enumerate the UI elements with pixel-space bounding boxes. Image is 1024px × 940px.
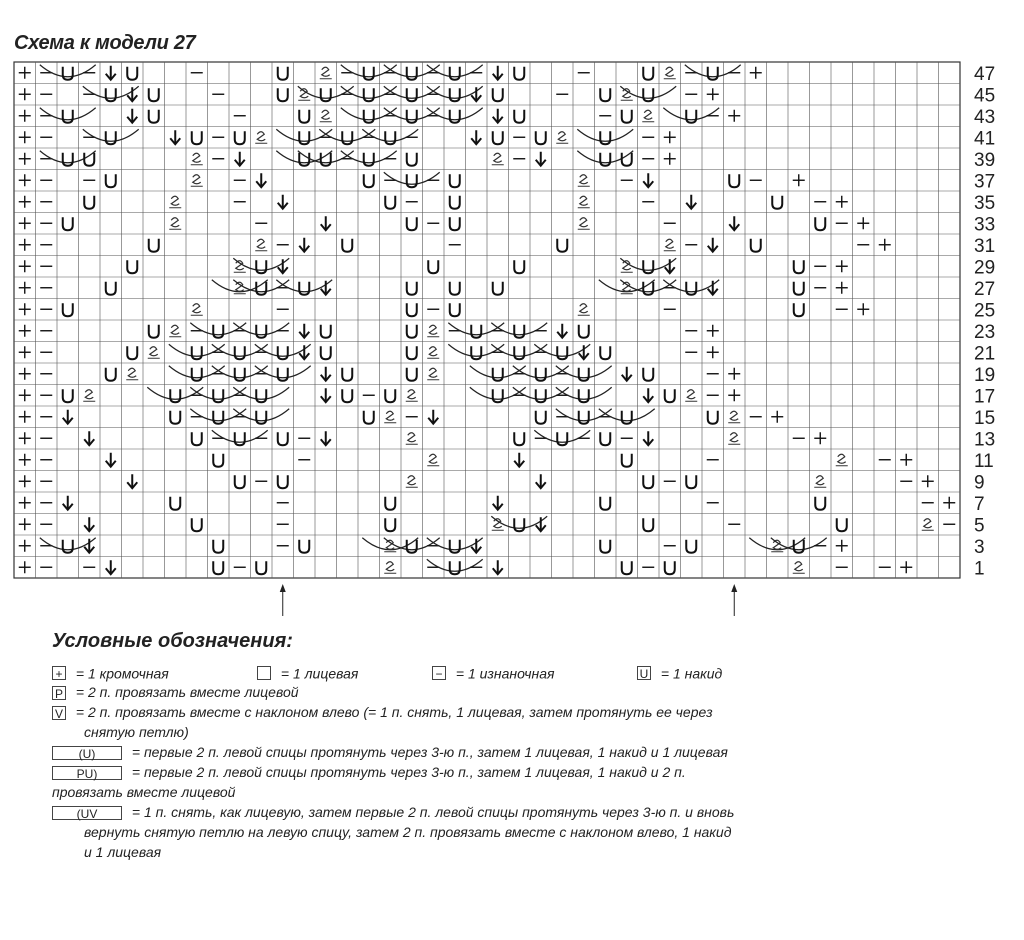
yarnover-symbol: U [637, 666, 651, 680]
repeat-arrowhead [731, 584, 737, 592]
legend-row-ssk [52, 702, 952, 722]
row-number: 37 [974, 171, 996, 193]
row-number: 35 [974, 192, 996, 214]
edge-stitch-symbol: + [52, 666, 66, 680]
row-number: 47 [974, 63, 996, 85]
legend-line-text: = 2 п. провязать вместе лицевой [75, 684, 299, 700]
row-number: 27 [974, 278, 996, 300]
legend-item-text: = 1 накид [660, 665, 723, 682]
legend [52, 662, 952, 862]
row-number: 5 [974, 515, 985, 537]
legend-title: Условные обозначения: [52, 630, 293, 652]
k2tog-symbol: P [52, 686, 66, 700]
legend-item-purl [432, 662, 555, 683]
row-number: 39 [974, 149, 996, 171]
legend-row-cross-a [52, 742, 952, 762]
legend-line-text: = 2 п. провязать вместе с наклоном влево (= 1 п. снять, 1 лицевая, затем протянуть ее через [75, 704, 713, 720]
row-number: 21 [974, 343, 996, 365]
row-number: 29 [974, 257, 996, 279]
row-number: 23 [974, 321, 996, 343]
legend-row-cross-b [52, 762, 952, 782]
legend-row-cross-c [52, 802, 952, 822]
row-number: 41 [974, 128, 996, 150]
row-number: 1 [974, 558, 985, 580]
legend-line-text: = 1 п. снять, как лицевую, затем первые 2 п. левой спицы протянуть через 3-ю п. и вновь [131, 804, 735, 820]
legend-item-knit [257, 662, 358, 683]
row-number: 11 [974, 450, 994, 472]
cross-c-symbol: (UV [52, 806, 122, 820]
legend-item-yarnover [637, 662, 722, 683]
cross-a-symbol: (U) [52, 746, 122, 760]
legend-row-basic [52, 662, 952, 682]
chart-title: Схема к модели 27 [14, 32, 196, 54]
row-number: 33 [974, 214, 996, 236]
row-number: 31 [974, 235, 996, 257]
legend-row-continuation: снятую петлю) [84, 724, 189, 740]
row-number: 17 [974, 386, 996, 408]
legend-item-text: = 1 изнаночная [455, 665, 555, 682]
knit-stitch-symbol [257, 666, 271, 680]
row-number: 45 [974, 85, 996, 107]
repeat-arrowhead [280, 584, 286, 592]
ssk-symbol: V [52, 706, 66, 720]
legend-line-text: = первые 2 п. левой спицы протянуть через 3-ю п., затем 1 лицевая, 1 накид и 2 п. [131, 764, 686, 780]
legend-row-continuation: и 1 лицевая [84, 844, 162, 860]
legend-item-text: = 1 кромочная [75, 665, 169, 682]
legend-row-continuation: провязать вместе лицевой [52, 784, 236, 800]
row-number: 3 [974, 536, 985, 558]
cross-b-symbol: PU) [52, 766, 122, 780]
purl-stitch-symbol: − [432, 666, 446, 680]
row-number: 13 [974, 429, 996, 451]
row-number: 25 [974, 300, 996, 322]
row-number: 7 [974, 493, 985, 515]
legend-row-k2tog [52, 682, 952, 702]
row-number: 15 [974, 407, 996, 429]
legend-line-text: = первые 2 п. левой спицы протянуть через 3-ю п., затем 1 лицевая, 1 накид и 1 лицевая [131, 744, 728, 760]
row-number: 9 [974, 472, 985, 494]
legend-item-edge [52, 662, 169, 683]
row-number: 43 [974, 106, 996, 128]
legend-item-text: = 1 лицевая [280, 665, 359, 682]
legend-row-continuation: вернуть снятую петлю на левую спицу, затем 2 п. провязать вместе с наклоном влево, 1 накид [84, 824, 732, 840]
row-number: 19 [974, 364, 996, 386]
